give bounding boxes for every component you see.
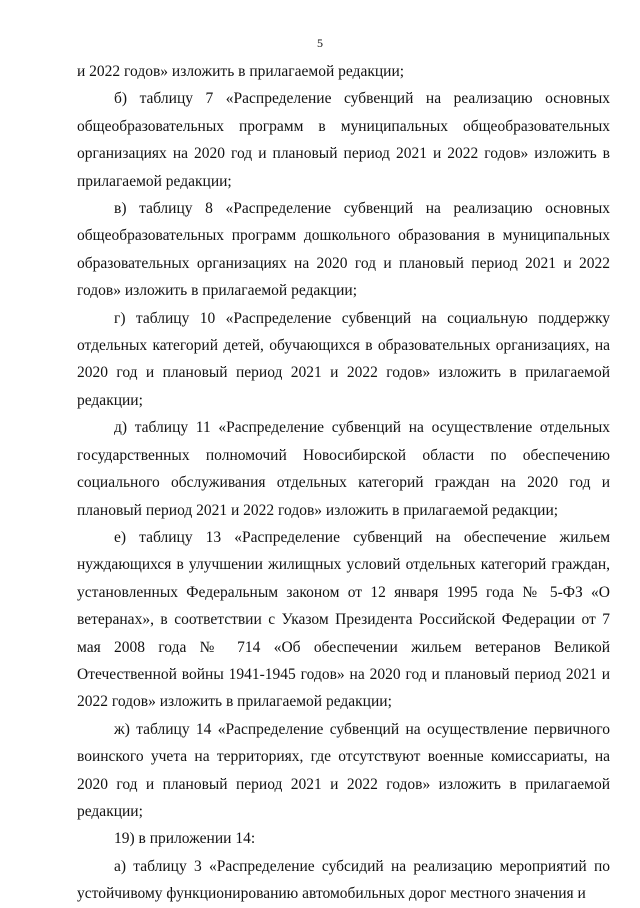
paragraph-item-e: е) таблицу 13 «Распределение субвенций на обеспечение жильем нуждающихся в улучшении жилищных условий отдельных категорий граждан, установленных Федеральным законом от 12 января 1995 года № 5-ФЗ «О ветеранах», в соответствии с Указом Президента Российской Федерации от 7 мая 2008 года № 714 «Об обеспечении жильем ветеранов Великой Отечественной войны 1941-1945 годов» на 2020 год и плановый период 2021 и 2022 годов» изложить в прилагаемой редакции; [77, 528, 610, 711]
paragraph-item-v: в) таблицу 8 «Распределение субвенций на реализацию основных общеобразовательных программ дошкольного образования в муниципальных образовательных организациях на 2020 год и плановый период 2021 и 2022 годов» изложить в прилагаемой редакции; [77, 200, 610, 300]
paragraph-item-a: а) таблицу 3 «Распределение субсидий на реализацию мероприятий по устойчивому функционированию автомобильных дорог местного значения и [77, 857, 610, 903]
paragraph-item-zh: ж) таблицу 14 «Распределение субвенций на осуществление первичного воинского учета на территориях, где отсутствуют военные комиссариаты, на 2020 год и плановый период 2021 и 2022 годов» изложить в прилагаемой редакции; [77, 720, 610, 820]
paragraph-section-19: 19) в приложении 14: [114, 830, 256, 848]
paragraph-item-d: д) таблицу 11 «Распределение субвенций на осуществление отдельных государственных полномочий Новосибирской области по обеспечению социального обслуживания отдельных категорий граждан на 2020 год и плановый период 2021 и 2022 годов» изложить в прилагаемой редакции; [77, 419, 610, 519]
page-number: 5 [317, 36, 323, 50]
paragraph-item-b: б) таблицу 7 «Распределение субвенций на реализацию основных общеобразовательных программ в муниципальных общеобразовательных организациях на 2020 год и плановый период 2021 и 2022 годов» изложить в прилагаемой редакции; [77, 90, 610, 190]
document-body [77, 58, 610, 908]
paragraph-item-g: г) таблицу 10 «Распределение субвенций на социальную поддержку отдельных категорий детей, обучающихся в образовательных организациях, на 2020 год и плановый период 2021 и 2022 годов» изложить в прилагаемой редакции; [77, 309, 610, 409]
paragraph-continuation: и 2022 годов» изложить в прилагаемой редакции; [77, 63, 405, 80]
